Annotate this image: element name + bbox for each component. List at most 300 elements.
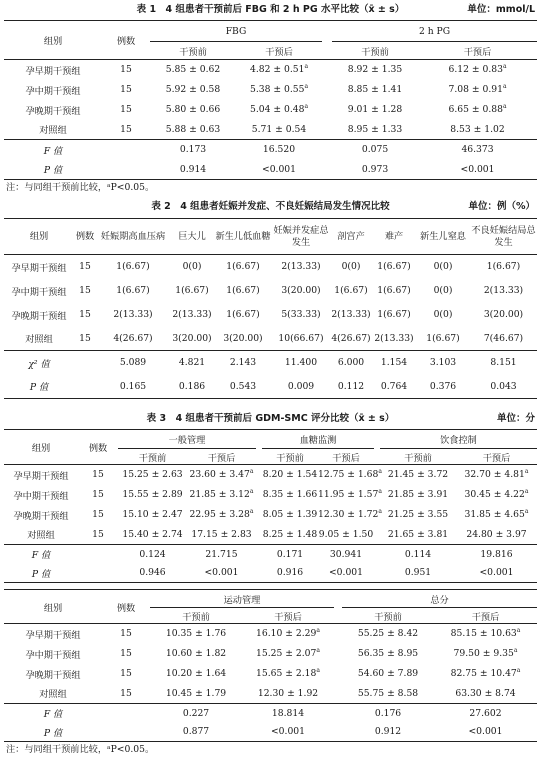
table2-header	[4, 219, 537, 255]
score-value-text: 15.25 ± 2.63	[122, 469, 183, 481]
count-value-text: 2(13.33)	[281, 261, 321, 273]
stat-label	[4, 375, 74, 399]
count-value	[96, 327, 170, 351]
score-value-text: 8.25 ± 1.48	[262, 528, 318, 540]
stat-value	[418, 140, 537, 160]
stat-value-text: 0.914	[179, 163, 207, 175]
count-value	[470, 279, 537, 303]
table-row	[4, 100, 537, 120]
table1	[4, 20, 537, 180]
count-value-text: 2(13.33)	[374, 332, 414, 344]
group-name	[4, 644, 102, 664]
stat-value-text: <0.001	[479, 567, 514, 579]
column-header-text: 妊娠期高血压病	[100, 230, 166, 242]
sample-count-text: 15	[79, 309, 91, 320]
group-name	[4, 60, 102, 80]
fbg-after-text: 4.82 ± 0.51	[249, 64, 305, 76]
score-value	[262, 485, 318, 505]
stat-label-text: F 值	[31, 550, 51, 562]
score-value-text: 10.35 ± 1.76	[165, 628, 227, 640]
significance-mark: a	[316, 646, 320, 654]
score-value	[150, 624, 242, 644]
score-value	[434, 644, 537, 664]
group-name-text: 孕早期干预组	[13, 470, 69, 482]
group-name	[4, 525, 78, 545]
group-name-text: 孕晚期干预组	[25, 105, 81, 117]
score-value-text: 82.75 ± 10.47	[450, 668, 517, 679]
group-name-text: 孕早期干预组	[11, 262, 67, 274]
significance-mark: a	[378, 487, 382, 495]
sample-count	[74, 327, 96, 351]
stat-value	[456, 545, 537, 564]
header-row	[4, 219, 537, 255]
score-value	[318, 525, 374, 545]
count-value-text: 3(20.00)	[281, 285, 321, 296]
column-header	[272, 219, 330, 255]
column-header	[4, 219, 74, 255]
table3-part2-body	[4, 624, 537, 704]
significance-mark: a	[502, 82, 507, 90]
score-value	[342, 664, 434, 684]
group-name-text: 孕晚期干预组	[11, 310, 67, 322]
stat-value	[380, 564, 456, 583]
significance-mark: a	[316, 666, 320, 674]
group-name	[4, 327, 74, 351]
sample-count	[74, 279, 96, 303]
fbg-before-text: 5.85 ± 0.62	[165, 64, 221, 76]
stat-value-text: 0.946	[139, 567, 166, 579]
count-value	[170, 303, 214, 327]
stat-value	[272, 351, 330, 375]
count-value	[330, 303, 372, 327]
sample-count	[102, 60, 150, 80]
stat-value	[236, 140, 322, 160]
count-value-text: 4(26.67)	[331, 332, 371, 344]
stat-value	[272, 375, 330, 399]
score-value-text: 15.65 ± 2.18	[256, 668, 317, 679]
pg-after	[418, 100, 537, 120]
stat-value-text: <0.001	[270, 726, 305, 738]
pg-after-text: 6.65 ± 0.88	[448, 104, 503, 115]
significance-mark: a	[513, 646, 518, 654]
stat-value-text: 16.520	[262, 144, 296, 156]
significance-mark: a	[524, 507, 529, 515]
count-value-text: 1(6.67)	[226, 261, 260, 273]
significance-mark: a	[516, 627, 521, 635]
table3-header-exercise: 运动管理	[150, 590, 334, 608]
stat-value-text: 0.171	[276, 548, 304, 560]
column-header-text: 难产	[384, 230, 404, 242]
stat-value	[342, 704, 434, 723]
stat-row	[4, 160, 537, 180]
count-value	[470, 255, 537, 279]
stat-value-text: 1.154	[380, 357, 408, 369]
stat-value-text: 0.951	[404, 567, 432, 579]
table3-header-diet: 饮食控制	[380, 430, 537, 449]
pg-after	[418, 120, 537, 140]
significance-mark: a	[502, 102, 507, 110]
count-value	[214, 279, 272, 303]
sample-count-text: 15	[92, 469, 104, 481]
table3-h-before: 干预前	[374, 611, 402, 623]
score-value	[318, 465, 382, 485]
count-value	[170, 279, 214, 303]
score-value-text: 10.60 ± 1.82	[165, 648, 227, 659]
score-value-text: 79.50 ± 9.35	[453, 648, 514, 659]
column-header-text: 新生儿窒息	[420, 230, 466, 242]
table-row	[4, 465, 537, 485]
table1-header-fbg: FBG	[150, 21, 322, 42]
fbg-before-text: 5.92 ± 0.58	[165, 84, 221, 95]
stat-value-text: 0.114	[404, 548, 432, 560]
stat-value	[170, 351, 214, 375]
count-value	[470, 327, 537, 351]
count-value-text: 1(6.67)	[226, 309, 260, 320]
count-value-text: 1(6.67)	[377, 309, 411, 320]
count-value-text: 0(0)	[182, 261, 202, 273]
stat-value	[416, 351, 470, 375]
table3-header-glucose: 血糖监测	[262, 430, 374, 449]
table1-body	[4, 60, 537, 140]
stat-value-text: 0.916	[276, 567, 304, 579]
score-value	[187, 465, 256, 485]
score-value	[262, 505, 318, 525]
column-header-text: 剖宫产	[337, 230, 365, 242]
count-value	[96, 279, 170, 303]
stat-value	[150, 723, 242, 742]
column-header-text: 新生儿低血糖	[215, 230, 271, 242]
table3-h-after: 干预后	[207, 452, 236, 464]
stat-value-text: 19.816	[480, 548, 513, 560]
sample-count-text: 15	[120, 104, 132, 115]
count-value-text: 1(6.67)	[116, 285, 150, 296]
count-value	[372, 255, 416, 279]
score-value	[118, 505, 187, 525]
score-value	[150, 684, 242, 704]
group-name	[4, 120, 102, 140]
sample-count-text: 15	[120, 123, 132, 135]
column-header	[96, 219, 170, 255]
stat-value-text: <0.001	[460, 163, 495, 175]
score-value	[187, 505, 256, 525]
stat-label-text: P 值	[43, 727, 63, 739]
score-value-text: 24.80 ± 3.97	[466, 528, 527, 540]
column-header-text: 妊娠并发症总发生	[273, 224, 329, 248]
count-value	[416, 279, 470, 303]
score-value	[456, 465, 537, 485]
score-value-text: 55.75 ± 8.58	[357, 687, 419, 699]
sample-count-text: 15	[120, 84, 132, 95]
table-row	[4, 279, 537, 303]
score-value	[262, 465, 318, 485]
count-value	[272, 303, 330, 327]
group-name-text: 对照组	[39, 125, 67, 137]
fbg-after-text: 5.71 ± 0.54	[251, 123, 307, 135]
stat-value-text: 0.376	[429, 380, 457, 392]
stat-label-text: P 值	[43, 165, 63, 177]
count-value-text: 1(6.67)	[226, 285, 260, 296]
significance-mark: a	[316, 627, 320, 635]
stat-row	[4, 704, 537, 723]
sample-count	[78, 525, 118, 545]
score-value-text: 11.95 ± 1.57	[318, 489, 379, 500]
group-name	[4, 465, 78, 485]
stat-value-text: 0.112	[337, 380, 365, 392]
score-value-text: 21.85 ± 3.12	[189, 489, 250, 500]
stat-label	[4, 140, 102, 160]
score-value-text: 21.25 ± 3.55	[387, 509, 449, 520]
table1-note: 注：与同组干预前比较，ᵃP<0.05。	[6, 182, 155, 193]
sample-count-text: 15	[92, 509, 104, 520]
score-value-text: 31.85 ± 4.65	[464, 509, 525, 520]
stat-value-text: 0.043	[490, 380, 517, 392]
count-value	[330, 327, 372, 351]
fbg-before	[150, 80, 236, 100]
stat-value	[262, 545, 318, 564]
sample-count	[102, 644, 150, 664]
table3-part1-stats	[4, 545, 537, 583]
stat-value-text: 0.124	[139, 548, 166, 560]
count-value-text: 5(33.33)	[281, 309, 321, 320]
column-header-text: 巨大儿	[178, 230, 206, 242]
score-value	[434, 684, 537, 704]
stat-value	[118, 564, 187, 583]
stat-value-text: 8.151	[490, 357, 517, 369]
stat-value-text: 46.373	[461, 144, 494, 156]
group-name-text: 孕中期干预组	[11, 286, 67, 298]
count-value-text: 3(20.00)	[172, 332, 212, 344]
count-value-text: 1(6.67)	[116, 261, 150, 273]
stat-value-text: 6.000	[337, 357, 365, 369]
sample-count	[102, 624, 150, 644]
score-value-text: 21.85 ± 3.91	[387, 489, 449, 500]
stat-value	[318, 564, 374, 583]
significance-mark: a	[502, 63, 507, 71]
stat-value-text: 0.227	[182, 707, 210, 719]
fbg-after-text: 5.38 ± 0.55	[249, 84, 305, 95]
table3-note: 注：与同组干预前比较，ᵃP<0.05。	[6, 744, 155, 755]
score-value-text: 16.10 ± 2.29	[256, 628, 317, 640]
score-value-text: 8.20 ± 1.54	[262, 469, 318, 481]
sample-count	[78, 485, 118, 505]
stat-row	[4, 375, 537, 399]
count-value	[416, 303, 470, 327]
score-value-text: 32.70 ± 4.81	[464, 469, 525, 481]
table3-h-before: 干预前	[182, 611, 210, 623]
fbg-after-text: 5.04 ± 0.48	[249, 104, 305, 115]
stat-label	[4, 704, 102, 723]
table3-caption	[4, 412, 537, 426]
table3-header-general: 一般管理	[118, 430, 256, 449]
significance-mark: a	[249, 507, 254, 515]
sample-count-text: 15	[120, 668, 132, 679]
score-value	[187, 485, 256, 505]
count-value-text: 1(6.67)	[426, 332, 460, 344]
count-value	[330, 279, 372, 303]
stat-value-text: 18.814	[271, 707, 305, 719]
table1-header-pg-before: 干预前	[361, 46, 389, 58]
significance-mark: a	[378, 468, 382, 476]
stat-value-text: 4.821	[178, 357, 206, 369]
count-value	[470, 303, 537, 327]
pg-after-text: 6.12 ± 0.83	[448, 64, 503, 76]
group-name-text: 对照组	[25, 334, 53, 346]
stat-value-text: 11.400	[284, 357, 318, 369]
sample-count-text: 15	[120, 648, 132, 659]
group-name	[4, 80, 102, 100]
stat-value	[470, 375, 537, 399]
stat-value	[330, 375, 372, 399]
group-name	[4, 624, 102, 644]
pg-before	[332, 60, 418, 80]
count-value-text: 2(13.33)	[172, 309, 212, 320]
sample-count-text: 15	[120, 628, 132, 640]
table-row	[4, 505, 537, 525]
table-row	[4, 664, 537, 684]
count-value-text: 4(26.67)	[113, 332, 153, 344]
table3-title: 表 3 4 组患者干预前后 GDM-SMC 评分比较（x̄ ± s）	[146, 413, 395, 424]
table2-section	[4, 200, 537, 399]
score-value-text: 17.15 ± 2.83	[191, 528, 252, 540]
table3-unit: 单位：分	[496, 413, 535, 424]
score-value-text: 21.45 ± 3.72	[387, 469, 449, 481]
stat-value	[380, 545, 456, 564]
stat-value	[242, 723, 334, 742]
score-value	[380, 525, 456, 545]
column-header-text: 组别	[29, 230, 49, 242]
sample-count	[102, 120, 150, 140]
score-value	[242, 644, 334, 664]
stat-value	[372, 351, 416, 375]
table3-header-n: 例数	[116, 602, 136, 614]
stat-row	[4, 564, 537, 583]
score-value-text: 54.60 ± 7.89	[357, 668, 419, 679]
score-value-text: 12.75 ± 1.68	[318, 469, 379, 481]
count-value	[330, 255, 372, 279]
stat-value-text: <0.001	[262, 163, 297, 175]
column-header	[372, 219, 416, 255]
score-value-text: 10.20 ± 1.64	[165, 668, 227, 679]
sample-count-text: 15	[79, 261, 91, 273]
fbg-after	[236, 80, 322, 100]
stat-value	[150, 140, 236, 160]
significance-mark: a	[304, 63, 309, 71]
score-value	[342, 684, 434, 704]
table2-unit: 单位：例（%）	[468, 201, 535, 212]
count-value-text: 0(0)	[433, 309, 453, 320]
group-name	[4, 100, 102, 120]
sample-count	[102, 100, 150, 120]
stat-label-text: F 值	[43, 145, 63, 157]
stat-row	[4, 723, 537, 742]
stat-value-text: <0.001	[204, 567, 239, 579]
sample-count	[102, 80, 150, 100]
table-row	[4, 624, 537, 644]
sample-count-text: 15	[92, 528, 104, 540]
significance-mark: a	[249, 487, 254, 495]
fbg-after	[236, 120, 322, 140]
fbg-before	[150, 100, 236, 120]
score-value	[242, 624, 334, 644]
table3-header-group: 组别	[31, 443, 51, 454]
score-value	[434, 624, 537, 644]
stat-label-text: χ² 值	[28, 358, 50, 370]
stat-value-text: 5.089	[119, 357, 147, 369]
score-value	[380, 505, 456, 525]
pg-before	[332, 120, 418, 140]
stat-value-text: 0.173	[179, 144, 207, 156]
stat-value	[214, 351, 272, 375]
stat-value-text: 0.912	[374, 726, 402, 738]
score-value	[262, 525, 318, 545]
table-row	[4, 327, 537, 351]
count-value-text: 1(6.67)	[486, 261, 521, 273]
stat-value	[187, 545, 256, 564]
table3-h-after: 干预后	[332, 452, 360, 464]
count-value-text: 10(66.67)	[278, 332, 324, 344]
stat-value-text: 0.075	[361, 144, 389, 156]
significance-mark: a	[524, 487, 529, 495]
score-value-text: 63.30 ± 8.74	[455, 687, 516, 699]
significance-mark: a	[304, 102, 309, 110]
table3-h-after: 干预后	[471, 611, 500, 623]
table3-section	[4, 412, 537, 758]
table3-header-n: 例数	[88, 443, 108, 454]
table-row	[4, 60, 537, 80]
pg-before	[332, 80, 418, 100]
score-value-text: 8.05 ± 1.39	[262, 509, 318, 520]
stat-value	[170, 375, 214, 399]
score-value-text: 22.95 ± 3.28	[189, 509, 250, 520]
sample-count-text: 15	[79, 285, 91, 296]
count-value	[372, 327, 416, 351]
table1-header-pg-after: 干预后	[463, 46, 492, 58]
stat-value	[332, 160, 418, 180]
stat-value	[118, 545, 187, 564]
stat-value-text: 0.543	[229, 380, 257, 392]
group-name-text: 孕中期干预组	[25, 85, 81, 97]
count-value-text: 0(0)	[433, 261, 453, 273]
column-header	[214, 219, 272, 255]
table1-header-fbg-after: 干预后	[265, 46, 293, 58]
fbg-after	[236, 100, 322, 120]
stat-value	[236, 160, 322, 180]
pg-before-text: 8.85 ± 1.41	[347, 84, 403, 95]
fbg-before-text: 5.88 ± 0.63	[165, 123, 221, 135]
stat-value-text: 0.176	[374, 707, 402, 719]
score-value	[342, 624, 434, 644]
sample-count	[74, 255, 96, 279]
group-name	[4, 485, 78, 505]
table3-h-before: 干预前	[276, 452, 304, 464]
table-row	[4, 644, 537, 664]
stat-label	[4, 564, 78, 583]
pg-before-text: 9.01 ± 1.28	[347, 104, 403, 115]
stat-value	[456, 564, 537, 583]
table-row	[4, 525, 537, 545]
column-header	[416, 219, 470, 255]
table3-header-group: 组别	[43, 602, 63, 614]
stat-value	[150, 160, 236, 180]
table-row	[4, 80, 537, 100]
count-value	[214, 327, 272, 351]
stat-value	[416, 375, 470, 399]
pg-after	[418, 60, 537, 80]
stat-label	[4, 545, 78, 564]
stat-label-text: F 值	[43, 709, 63, 721]
count-value	[372, 279, 416, 303]
pg-before	[332, 100, 418, 120]
